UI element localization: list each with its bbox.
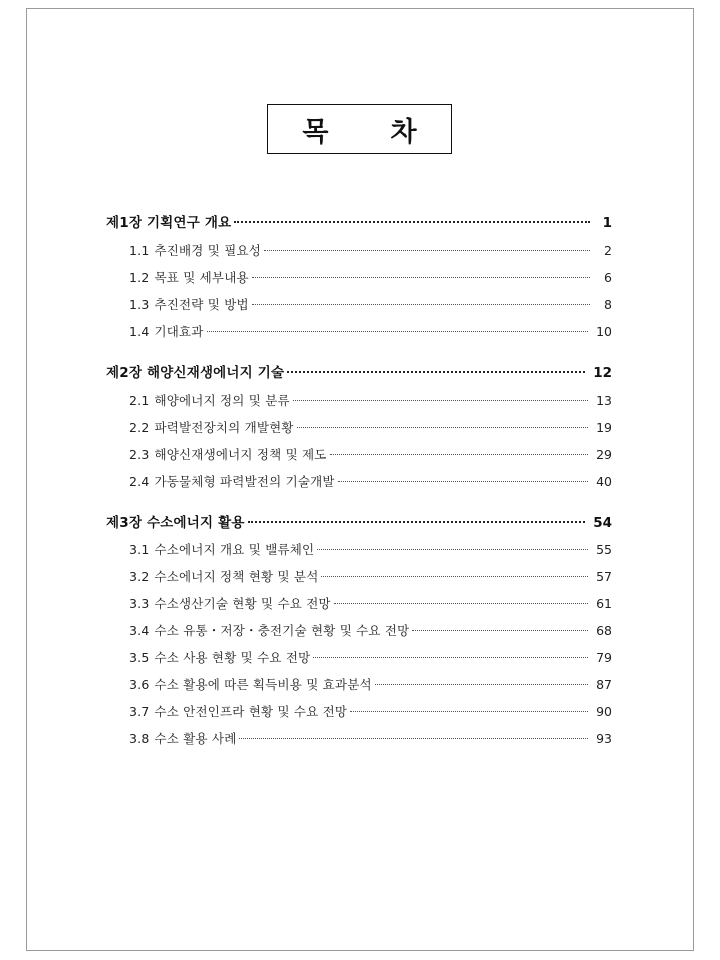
- toc-section-number: 1.1: [129, 243, 150, 258]
- toc-section-number: 3.8: [129, 731, 150, 746]
- toc-page-number: 90: [596, 704, 612, 719]
- dot-leader: [287, 371, 585, 373]
- toc-chapter-3[interactable]: [106, 511, 612, 531]
- toc-section-label: 가동물체형 파력발전의 기술개발: [154, 474, 335, 489]
- dot-leader: [252, 277, 590, 278]
- toc-section-number: 3.2: [129, 569, 150, 584]
- dot-leader: [293, 400, 588, 401]
- toc-section-label: 수소 활용에 따른 획득비용 및 효과분석: [154, 677, 372, 692]
- toc-section-label: 해양에너지 정의 및 분류: [154, 393, 290, 408]
- toc-section-3-7[interactable]: [129, 702, 612, 720]
- toc-section-1-1[interactable]: [129, 241, 612, 259]
- toc-section-number: 3.3: [129, 596, 150, 611]
- toc-section-label: 수소 사용 현황 및 수요 전망: [154, 650, 311, 665]
- dot-leader: [207, 331, 589, 332]
- toc-section-3-4[interactable]: [129, 621, 612, 639]
- toc-page-number: 54: [593, 515, 612, 531]
- dot-leader: [239, 738, 588, 739]
- toc-page-number: 87: [596, 677, 612, 692]
- toc-page-number: 57: [596, 569, 612, 584]
- toc-page-number: 61: [596, 596, 612, 611]
- toc-section-number: 1.4: [129, 324, 150, 339]
- toc-section-number: 3.5: [129, 650, 150, 665]
- toc-section-label: 목표 및 세부내용: [154, 270, 249, 285]
- toc-section-2-4[interactable]: [129, 472, 612, 490]
- toc-page-number: 79: [596, 650, 612, 665]
- toc-section-label: 추진전략 및 방법: [154, 297, 249, 312]
- toc-section-label: 수소 활용 사례: [154, 731, 237, 746]
- toc-section-3-3[interactable]: [129, 594, 612, 612]
- dot-leader: [317, 549, 588, 550]
- dot-leader: [350, 711, 588, 712]
- toc-chapter-1[interactable]: [106, 211, 612, 231]
- dot-leader: [297, 427, 588, 428]
- toc-section-label: 수소생산기술 현황 및 수요 전망: [154, 596, 331, 611]
- toc-section-label: 수소 안전인프라 현황 및 수요 전망: [154, 704, 348, 719]
- dot-leader: [234, 221, 590, 223]
- toc-page-number: 55: [596, 542, 612, 557]
- toc-section-label: 수소 유통・저장・충전기술 현황 및 수요 전망: [154, 623, 410, 638]
- dot-leader: [252, 304, 590, 305]
- toc-chapter-label: 제1장 기획연구 개요: [106, 215, 232, 231]
- title-char-2: 차: [390, 116, 417, 148]
- toc-chapter-label: 제3장 수소에너지 활용: [106, 515, 245, 531]
- toc-section-number: 1.2: [129, 270, 150, 285]
- dot-leader: [330, 454, 589, 455]
- toc-section-1-3[interactable]: [129, 295, 612, 313]
- toc-section-label: 추진배경 및 필요성: [154, 243, 262, 258]
- toc-page-number: 13: [596, 393, 612, 408]
- toc-section-label: 파력발전장치의 개발현황: [154, 420, 294, 435]
- dot-leader: [313, 657, 588, 658]
- dot-leader: [375, 684, 588, 685]
- toc-section-label: 수소에너지 정책 현황 및 분석: [154, 569, 319, 584]
- toc-section-3-2[interactable]: [129, 567, 612, 585]
- dot-leader: [321, 576, 588, 577]
- toc-section-label: 기대효과: [154, 324, 204, 339]
- title-char-1: 목: [302, 116, 329, 148]
- toc-page-number: 2: [604, 243, 612, 258]
- toc-page-number: 6: [604, 270, 612, 285]
- toc-section-number: 3.6: [129, 677, 150, 692]
- toc-section-number: 3.4: [129, 623, 150, 638]
- toc-page-number: 10: [596, 324, 612, 339]
- toc-section-number: 3.1: [129, 542, 150, 557]
- toc-section-label: 해양신재생에너지 정책 및 제도: [154, 447, 327, 462]
- toc-section-label: 수소에너지 개요 및 밸류체인: [154, 542, 315, 557]
- toc-page-number: 29: [596, 447, 612, 462]
- toc-section-1-2[interactable]: [129, 268, 612, 286]
- toc-section-number: 1.3: [129, 297, 150, 312]
- toc-section-3-8[interactable]: [129, 729, 612, 747]
- toc-section-number: 3.7: [129, 704, 150, 719]
- toc-section-1-4[interactable]: [129, 322, 612, 340]
- toc-section-2-2[interactable]: [129, 418, 612, 436]
- toc-section-2-3[interactable]: [129, 445, 612, 463]
- toc-section-3-6[interactable]: [129, 675, 612, 693]
- dot-leader: [334, 603, 588, 604]
- toc-section-3-1[interactable]: [129, 540, 612, 558]
- toc-section-3-5[interactable]: [129, 648, 612, 666]
- page-title: [267, 104, 452, 154]
- toc-chapter-label: 제2장 해양신재생에너지 기술: [106, 365, 285, 381]
- toc-page-number: 93: [596, 731, 612, 746]
- toc-page-number: 40: [596, 474, 612, 489]
- dot-leader: [338, 481, 588, 482]
- dot-leader: [412, 630, 588, 631]
- toc-page-number: 12: [593, 365, 612, 381]
- toc-section-number: 2.1: [129, 393, 150, 408]
- toc-page-number: 68: [596, 623, 612, 638]
- toc-page-number: 1: [602, 215, 612, 231]
- toc-section-number: 2.2: [129, 420, 150, 435]
- toc-section-number: 2.4: [129, 474, 150, 489]
- toc-page-number: 19: [596, 420, 612, 435]
- dot-leader: [248, 521, 586, 523]
- toc-section-2-1[interactable]: [129, 391, 612, 409]
- toc-section-number: 2.3: [129, 447, 150, 462]
- dot-leader: [264, 250, 590, 251]
- toc-chapter-2[interactable]: [106, 361, 612, 381]
- toc-page-number: 8: [604, 297, 612, 312]
